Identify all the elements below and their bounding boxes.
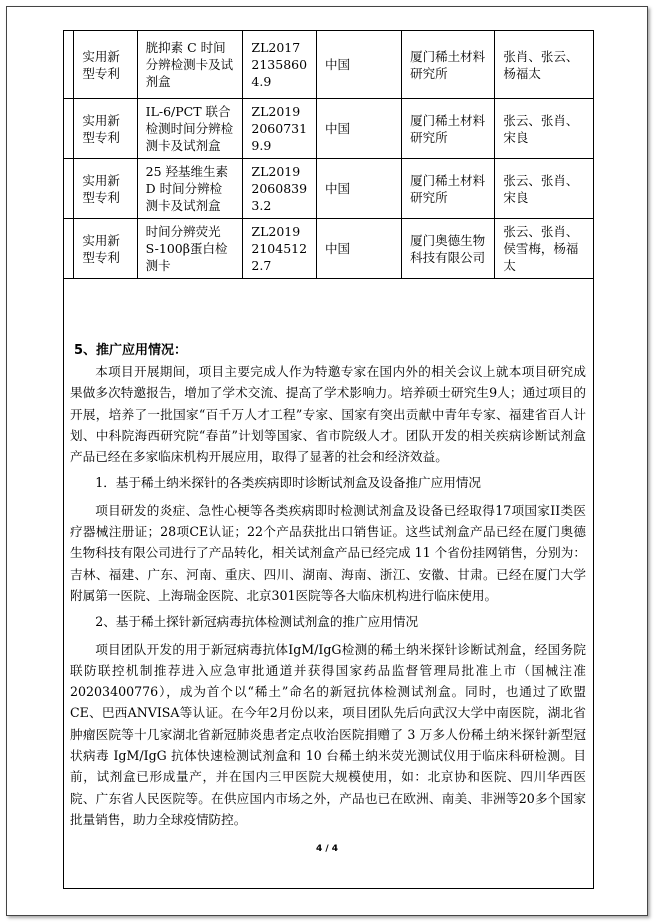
promotion-section — [70, 340, 586, 830]
section-title: 5、推广应用情况： — [74, 343, 188, 358]
table-row — [64, 99, 594, 159]
patent-inventors: 张云、张肖、宋良 — [495, 99, 594, 159]
table-row — [64, 31, 594, 99]
patent-number: ZL201920608393.2 — [243, 159, 317, 219]
patent-country: 中国 — [317, 31, 402, 99]
patent-number: ZL201920607319.9 — [243, 99, 317, 159]
patent-country: 中国 — [317, 99, 402, 159]
patent-number: ZL201921045122.7 — [243, 219, 317, 279]
patent-country: 中国 — [317, 219, 402, 279]
patent-table — [63, 30, 594, 279]
patent-type: 实用新型专利 — [74, 159, 137, 219]
patent-name: 胱抑素 C 时间分辨检测卡及试剂盒 — [137, 31, 243, 99]
intro-paragraph: 本项目开展期间，项目主要完成人作为特邀专家在国内外的相关会议上就本项目研究成果做多次特邀报告，增加了学术交流、提高了学术影响力。培养硕士研究生9人；通过项目的开展，培养了一批国家“百千万人才工程”专家、国家有突出贡献中青年专家、福建省百人计划、中科院海西研究院“春苗”计划等国家、省市院级人才。团队开发的相关疾病诊断试剂盒产品已经在多家临床机构开展应用，取得了显著的社会和经济效益。 — [70, 364, 586, 465]
patent-type: 实用新型专利 — [74, 219, 137, 279]
patent-owner: 厦门稀土材料研究所 — [402, 31, 495, 99]
patent-owner: 厦门稀土材料研究所 — [402, 99, 495, 159]
patent-type: 实用新型专利 — [74, 31, 137, 99]
table-row — [64, 159, 594, 219]
patent-name: 25 羟基维生素 D 时间分辨检测卡及试剂盒 — [137, 159, 243, 219]
patent-name: IL-6/PCT 联合检测时间分辨检测卡及试剂盒 — [137, 99, 243, 159]
patent-country: 中国 — [317, 159, 402, 219]
subsection-2-text: 项目团队开发的用于新冠病毒抗体IgM/IgG检测的稀土纳米探针诊断试剂盒，经国务院联防联控机制推荐进入应急审批通道并获得国家药品监督管理局批准上市（国械注准20203400776），成为首个以“稀土”命名的新冠抗体检测试剂盒。同时，也通过了欧盟CE、巴西ANVISA等认证。在今年2月份以来，项目团队先后向武汉大学中南医院，湖北省肿瘤医院等十几家湖北省新冠肺炎患者定点收治医院捐赠了 3 万多人份稀土纳米探针新型冠状病毒 IgM/IgG 抗体快速检测试剂盒和 10 台稀土纳米荧光测试仪用于临床科研检测。目前，试剂盒已形成量产，并在国内三甲医院大规模使用，如：北京协和医院、四川华西医院、广东省人民医院等。在供应国内市场之外，产品也已在欧洲、南美、非洲等20多个国家批量销售，助力全球疫情防控。 — [70, 641, 586, 827]
page-number: 4 / 4 — [315, 844, 339, 854]
patent-type: 实用新型专利 — [74, 99, 137, 159]
table-row — [64, 219, 594, 279]
subsection-1-title: 1．基于稀土纳米探针的各类疾病即时诊断试剂盒及设备推广应用情况 — [95, 475, 482, 491]
patent-inventors: 张云、张肖、侯雪梅，杨福太 — [495, 219, 594, 279]
patent-inventors: 张肖、张云、杨福太 — [495, 31, 594, 99]
patent-owner: 厦门奥德生物科技有限公司 — [402, 219, 495, 279]
patent-owner: 厦门稀土材料研究所 — [402, 159, 495, 219]
patent-name: 时间分辨荧光 S-100β蛋白检测卡 — [137, 219, 243, 279]
subsection-2-title: 2、基于稀土探针新冠病毒抗体检测试剂盒的推广应用情况 — [95, 614, 419, 630]
subsection-1-text: 项目研发的炎症、急性心梗等各类疾病即时检测试剂盒及设备已经取得17项国家II类医疗器械注册证；28项CE认证；22个产品获批出口销售证。这些试剂盒产品已经在厦门奥德生物科技有限公司进行了产品转化，相关试剂盒产品已经完成 11 个省份挂网销售，分别为：吉林、福建、广东、河南、重庆、四川、湖南、海南、浙江、安徽、甘肃。已经在厦门大学附属第一医院、上海瑞金医院、北京301医院等各大临床机构进行临床使用。 — [70, 502, 586, 603]
patent-number: ZL201721358604.9 — [243, 31, 317, 99]
patent-inventors: 张云、张肖、宋良 — [495, 159, 594, 219]
